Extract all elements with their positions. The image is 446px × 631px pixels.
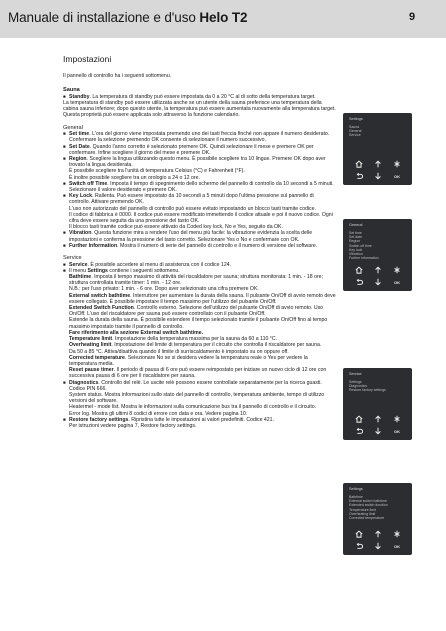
restore-note: Per istruzioni vedere pagina 7, Restore factory settings. <box>69 422 197 429</box>
list-item: ■ Region. Scegliere la lingua utilizzando questo menu. È possibile scegliere tra 10 lingue. Premere OK dopo aver trovato la lingua desiderata. È possibile scegliere tra l'unità di temperatura Celsius (°C) e Fahrenheit (°F). È inoltre possibile scegliere tra un orologio a 24 o 12 ore. <box>63 156 326 181</box>
control-panel-image <box>343 368 412 440</box>
panel-menu-item: Sauna <box>349 125 360 129</box>
fan-icon <box>393 415 401 423</box>
panel-menu <box>349 380 386 393</box>
panel-menu-item: Set time <box>349 231 362 235</box>
page-header <box>0 0 446 38</box>
control-panel-image <box>343 483 412 555</box>
general-list <box>63 131 336 249</box>
panel-menu-item: Restore factory settings <box>349 388 386 393</box>
list-item: ■ Restore factory settings. Ripristina tutte le impostazioni ai valori predefiniti. Codice 421. <box>63 416 275 423</box>
page-number: 9 <box>409 11 416 23</box>
list-item: ■ Key Lock. Rallenta. Può essere impostato da 10 secondi a 5 minuti dopo l'ultima pressione sul pannello di controllo. Attivare premendo OK. L'uso non autorizzato del pannello di controllo può essere evitato impostando un blocco tasti tramite codice. Il codice di fabbrica è 0000. Il codice può essere modificato immettendo il codice attuale e poi il nuovo codice. Ogni cifra deve essere seguita da una pressione del tasto OK. Il blocco tasti tramite codice può essere attivato da Coded key lock, No e Yes, seguito da OK. <box>63 193 333 231</box>
panel-menu-item: Corrected temperature <box>349 516 385 521</box>
list-item: ■ Diagnostics. Controllo del relè. Le uscite relè possono essere controllate separatamente per la ricerca guasti. <box>63 379 322 386</box>
back-icon <box>355 542 363 550</box>
arrow-down-icon <box>374 172 382 180</box>
arrow-down-icon <box>374 278 382 286</box>
bullet-icon: ■ <box>63 193 66 199</box>
fan-icon <box>393 160 401 168</box>
home-icon <box>355 530 363 538</box>
arrow-up-icon <box>374 415 382 423</box>
panel-menu-item: Bathtime <box>349 495 363 499</box>
bullet-icon: ■ <box>63 93 66 99</box>
home-icon <box>355 266 363 274</box>
panel-menu-item: Vibration <box>349 252 363 257</box>
back-icon <box>355 172 363 180</box>
list-item: ■ Standby. La temperatura di standby può essere impostata da 0 a 20 °C al di sotto della temperatura target. <box>63 93 316 100</box>
home-icon <box>355 415 363 423</box>
panel-menu-item: Diagnostics <box>349 384 368 389</box>
main-content <box>63 54 336 429</box>
bullet-icon: ■ <box>63 379 66 385</box>
arrow-down-icon <box>374 542 382 550</box>
ok-button-label: OK <box>394 544 400 549</box>
list-item: ■ Switch off Time. Imposta il tempo di spegnimento dello schermo del pannello di controllo da 10 secondi a 5 minuti. Selezionare il valore desiderato e premere OK. <box>63 180 334 194</box>
arrow-up-icon <box>374 160 382 168</box>
arrow-up-icon <box>374 530 382 538</box>
bullet-icon: ■ <box>63 156 66 162</box>
back-icon <box>355 278 363 286</box>
ok-button-label: OK <box>394 280 400 285</box>
panel-menu <box>349 231 379 260</box>
panel-menu-item: Overheating limit <box>349 511 376 516</box>
arrow-up-icon <box>374 266 382 274</box>
panel-menu-item: Set date <box>349 235 363 240</box>
bullet-icon: ■ <box>63 267 66 273</box>
back-icon <box>355 427 363 435</box>
list-item: ■ Set time. L'ora del giorno viene impostata premendo uno dei tasti freccia finché non appare il numero desiderato. Confermare la selezione premendo OK consente di selezionare il numero successivo. <box>63 131 330 144</box>
panel-menu-item: Temperature limit <box>349 507 376 512</box>
home-icon <box>355 160 363 168</box>
list-item: ■ Vibration. Questa funzione mira a rendere l'uso del menu più facile: la vibrazione evidenzia la scelta delle impostazioni e conferma la pressione del tasto corretto. Selezionare Yes o No e confermare con OK. <box>63 230 313 243</box>
control-panel-image <box>343 219 412 291</box>
bullet-icon: ■ <box>63 143 66 149</box>
manual-title: Manuale di installazione e d'uso Helo T2 <box>8 10 248 25</box>
bullet-icon: ■ <box>63 180 66 186</box>
panel-menu-item: Settings <box>349 380 362 384</box>
diagnostics-details: Codice PIN 666. System status. Mostra informazioni sullo stato del pannello di controllo, temperatura ambiente, tempo di utilizzo versioni del software. Heatermel - mode list. Mostra le informazioni sulla comunicazione bus tra il pannello di controllo e il circuito. Error log. Mostra gli ultimi 8 codici di errore con data e ora. Vedere pagina 10. <box>69 385 325 417</box>
panel-menu-item: General <box>349 129 362 134</box>
settings-submenu: Bathtime. Imposta il tempo massimo di attività del riscaldatore per sauna; struttura monitorata: 1 min. - 18 ore; struttura controllata tramite timer: 1 min. - 12 ore. N.B.: per l'uso privato: 1 min. - 6 ore. Dopo aver selezionato una cifra premere OK. External switch bathtime. Interruttore per aumentare la durata della sauna. Il pulsante On/Off di avvio remoto deve essere collegato. È possibile impostare il tempo massimo per l'utilizzo del pulsante On/Off. Extended Switch Function. Controllo esterno. Selezione dell'utilizzo del pulsante On/Off di avvio remoto. Uso On/Off. L'uso del riscaldatore per sauna può essere controllato con il pulsante On/Off. Estende la durata della sauna. È possibile estendere il tempo selezionato tramite il pulsante On/Off fino al tempo massimo impostato tramite il pannello di controllo. Fare riferimento alla sezione External switch bathtime. Temperature limit. Impostazione della temperatura massima per la sauna da 60 a 110 °C. Overheating limit. Impostazione del limite di temperatura per il circuito che controlla il riscaldatore per sauna. Da 50 a 85 °C. Attiva/disattiva quando il limite di surriscaldamento è impostato su on oppure off. Corrected temperature. Selezionare No se si desidera vedere la temperatura reale o Yes per vedere la temperatura media. Reset pause timer. Il periodo di pausa di 6 ore può essere reimpostato per iniziare un nuovo ciclo di 12 ore con successiva pausa di 6 ore per il riscaldatore per sauna. <box>69 274 336 380</box>
sauna-title: Sauna <box>63 87 80 94</box>
panel-menu <box>349 495 388 520</box>
list-item: ■ Set Date. Quando l'anno corretto è selezionato premere OK. Quindi selezionare il mese e premere OK per confermare. Infine scegliere il giorno del mese e premere OK. <box>63 143 314 156</box>
panel-menu-item: Switch off time <box>349 243 372 248</box>
bullet-icon: ■ <box>63 131 66 137</box>
list-item: ■ Il menu Settings contiene i seguenti sottomenu. <box>63 267 180 274</box>
bullet-icon: ■ <box>63 230 66 236</box>
panel-menu-item: Further information <box>349 256 379 261</box>
list-item: ■ Further Information. Mostra il numero di serie del pannello di controllo e il numero di versione del software. <box>63 242 318 249</box>
arrow-down-icon <box>374 427 382 435</box>
panel-menu-item: Key lock <box>349 247 363 252</box>
section-title: Impostazioni <box>63 54 112 64</box>
panel-heading: General <box>349 223 363 227</box>
sauna-paragraph: La temperatura di standby può essere utilizzata anche se un utente della sauna preferisce una temperatura della cabina sauna inferiore; dopo questo utente, la temperatura può essere aumentata nuovamente alla temperatura target. Questa proprietà può essere applicata solo attraverso la funzione calendario. <box>63 100 336 119</box>
panel-menu <box>349 125 361 138</box>
panel-menu-item: Extended switch function <box>349 503 388 508</box>
panel-menu-item: Region <box>349 239 361 244</box>
ok-button-label: OK <box>394 429 400 434</box>
panel-heading: Settings <box>349 487 363 491</box>
list-item: ■ Service. È possibile accedere al menu di assistenza con il codice 124. <box>63 261 232 268</box>
bullet-icon: ■ <box>63 261 66 267</box>
ok-button-label: OK <box>394 174 400 179</box>
control-panel-image <box>343 113 412 185</box>
intro-text: Il pannello di controllo ha i seguenti sottomenu. <box>63 73 172 79</box>
general-title: General <box>63 124 83 131</box>
panel-menu-item: Service <box>349 133 361 138</box>
bullet-icon: ■ <box>63 416 66 422</box>
fan-icon <box>393 266 401 274</box>
panel-menu-item: External switch bathtime <box>349 499 387 504</box>
panel-heading: Service <box>349 372 362 376</box>
fan-icon <box>393 530 401 538</box>
bullet-icon: ■ <box>63 242 66 248</box>
panel-heading: Settings <box>349 117 363 121</box>
service-title: Service <box>63 255 82 262</box>
